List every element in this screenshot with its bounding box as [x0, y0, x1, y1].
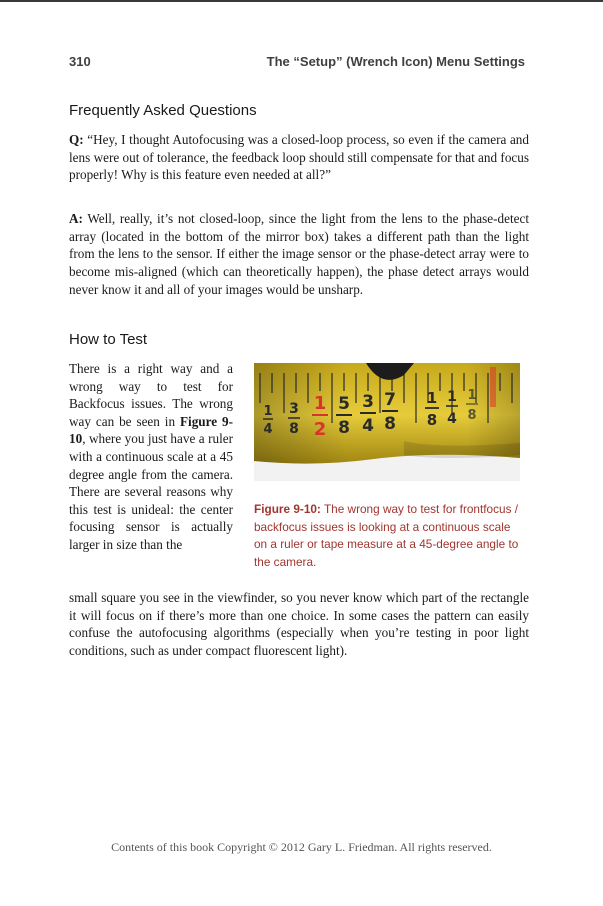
figure-caption: [254, 501, 522, 571]
faq-heading: Frequently Asked Questions: [69, 102, 257, 119]
running-head: The “Setup” (Wrench Icon) Menu Settings: [266, 54, 525, 69]
svg-text:5: 5: [338, 394, 350, 414]
tape-fraction-5-8: [336, 394, 352, 438]
tape-measure-photo: [254, 363, 520, 481]
svg-text:8: 8: [289, 421, 299, 437]
svg-text:1: 1: [467, 388, 477, 403]
svg-text:4: 4: [447, 411, 457, 427]
tape-fraction-3-4: [360, 392, 376, 436]
caption-label: Figure 9-10:: [254, 502, 321, 516]
question-label: Q:: [69, 132, 84, 147]
how-to-test-text-wrapped: [69, 360, 233, 554]
faq-answer: [69, 210, 529, 299]
svg-text:8: 8: [384, 414, 396, 434]
answer-label: A:: [69, 211, 83, 226]
question-text: “Hey, I thought Autofocusing was a closed-loop process, so even if the camera and lens were out of tolerance, the feedback loop should still compensate for that and focus properly! Why is this feature even needed at all?”: [69, 132, 529, 183]
svg-text:1: 1: [426, 389, 438, 407]
svg-text:8: 8: [426, 411, 438, 429]
svg-text:8: 8: [338, 418, 350, 438]
svg-text:8: 8: [467, 408, 477, 423]
how-to-test-text-2: , where you just have a ruler with a continuous scale at a 45 degree angle from the camera. There are several reasons why this test is unideal: the center focusing sensor is actually larger in size than the: [69, 431, 233, 552]
tape-measure-illustration: [254, 363, 520, 481]
page-number: 310: [69, 54, 91, 69]
copyright-footer: Contents of this book Copyright © 2012 Gary L. Friedman. All rights reserved.: [111, 840, 492, 854]
svg-text:3: 3: [362, 392, 374, 412]
tape-fraction-7-8: [382, 390, 398, 434]
answer-text: Well, really, it’s not closed-loop, since the light from the lens to the phase-detect array (located in the bottom of the mirror box) takes a different path than the light from the lens to the sensor. If either the image sensor or the phase-detect array were to become mis-aligned (which can theoretically happen), the phase detect arrays would never know it and all of your images would be unsharp.: [69, 211, 529, 297]
faq-question: [69, 131, 529, 184]
svg-text:4: 4: [263, 422, 273, 437]
svg-text:2: 2: [313, 419, 327, 440]
svg-text:3: 3: [289, 401, 299, 417]
figure-reference: Figure 9-10: [69, 413, 233, 447]
caption-text: The wrong way to test for frontfocus / backfocus issues is looking at a continuous scale on a ruler or tape measure at a 45-degree angle to the camera.: [254, 502, 519, 569]
svg-text:1: 1: [263, 404, 273, 419]
svg-text:7: 7: [384, 390, 396, 410]
how-to-test-text-continued: small square you see in the viewfinder, so you never know which part of the rectangle it will focus on if there’s more than one choice. In some cases the pattern can easily confuse the autofocusing algorithms (especially when you’re testing in poor light conditions, such as under compact fluorescent light).: [69, 590, 529, 659]
svg-text:1: 1: [313, 393, 327, 414]
svg-text:4: 4: [362, 416, 374, 436]
how-to-test-heading: How to Test: [69, 331, 148, 348]
top-rule: [0, 0, 603, 2]
svg-text:1: 1: [447, 389, 457, 405]
how-to-test-text-1: There is a right way and a wrong way to test for Backfocus issues. The wrong way can be seen in: [69, 361, 233, 429]
